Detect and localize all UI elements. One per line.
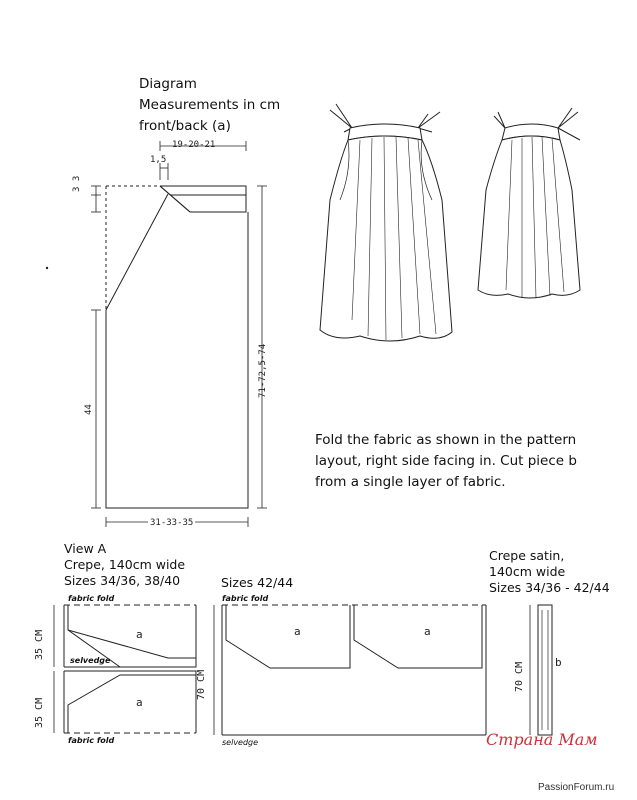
neck-offset-label: 1,5 bbox=[150, 155, 167, 165]
watermark-brand: Страна Мам bbox=[486, 730, 598, 749]
layout-a-fold-label-bottom: fabric fold bbox=[68, 736, 115, 745]
layout-a-piece-bottom: a bbox=[136, 696, 143, 709]
hem-width-label: 31-33-35 bbox=[150, 518, 194, 528]
instructions-line-3: from a single layer of fabric. bbox=[315, 474, 506, 490]
top-short-illustration bbox=[478, 108, 580, 298]
side-lower-label: 44 bbox=[84, 404, 94, 415]
layout-c bbox=[530, 605, 552, 735]
diagram-title bbox=[139, 74, 280, 137]
layout-a-selvedge-label: selvedge bbox=[70, 656, 111, 665]
instructions-line-1: Fold the fabric as shown in the pattern bbox=[315, 432, 577, 448]
layout-a-piece-top: a bbox=[136, 628, 143, 641]
top-width-label: 19-20-21 bbox=[172, 140, 216, 150]
layout-b-piece-left: a bbox=[294, 625, 301, 638]
layout-c-dim: 70 CM bbox=[514, 661, 525, 692]
layout-c-sizes: Sizes 34/36 - 42/44 bbox=[489, 580, 610, 595]
layout-b-sizes: Sizes 42/44 bbox=[221, 575, 294, 590]
title-line-2: Measurements in cm bbox=[139, 97, 281, 113]
layout-b-piece-right: a bbox=[424, 625, 431, 638]
layout-c-heading bbox=[489, 548, 610, 596]
layout-b-selvedge-label: selvedge bbox=[222, 738, 259, 747]
layout-b-dim: 70 CM bbox=[196, 669, 207, 700]
layout-a-heading bbox=[64, 541, 185, 589]
layout-a-title: View A bbox=[64, 541, 107, 556]
armhole-line bbox=[106, 194, 168, 310]
dress-long-illustration bbox=[320, 104, 452, 341]
body-outline bbox=[106, 212, 248, 508]
strap-height-label: 3 3 bbox=[72, 175, 82, 192]
layout-b bbox=[214, 605, 486, 735]
total-length-label: 71-72,5-74 bbox=[258, 343, 268, 398]
instructions bbox=[315, 430, 577, 493]
title-line-3: front/back (a) bbox=[139, 118, 231, 134]
title-line-1: Diagram bbox=[139, 76, 197, 92]
layout-c-fabric-1: Crepe satin, bbox=[489, 548, 565, 563]
layout-c-fabric-2: 140cm wide bbox=[489, 564, 566, 579]
layout-a-fabric: Crepe, 140cm wide bbox=[64, 557, 186, 572]
strap-outline bbox=[160, 186, 246, 212]
layout-a-dim-bottom: 35 CM bbox=[34, 697, 45, 728]
layout-b-fold-label: fabric fold bbox=[222, 594, 269, 603]
layout-a-sizes: Sizes 34/36, 38/40 bbox=[64, 573, 181, 588]
pattern-piece-a bbox=[91, 141, 267, 527]
layout-a bbox=[54, 605, 196, 733]
layout-a-fold-label: fabric fold bbox=[68, 594, 115, 603]
watermark-source: PassionForum.ru bbox=[538, 782, 615, 793]
layout-c-piece: b bbox=[555, 656, 562, 669]
layout-a-dim-top: 35 CM bbox=[34, 629, 45, 660]
instructions-line-2: layout, right side facing in. Cut piece b bbox=[315, 453, 577, 469]
